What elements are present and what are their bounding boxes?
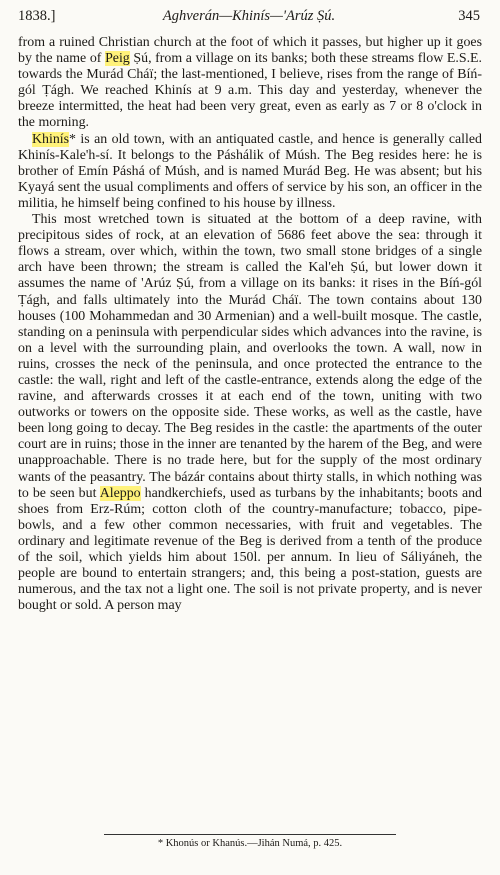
paragraph-text: handkerchiefs, used as turbans by the inhabitants; boots and shoes from Erz-Rúm; cotton cloth of the country-manufacture; tobacco, pipe-bowls, and a few other common necessaries, with fruit and vegetables. The ordinary and legitimate revenue of the Beg is derived from a tenth of the produce of the soil, which yields him about 150l. per annum. In lieu of Sáliyáneh, the people are bound to entertain strangers; and, this being a post-station, guests are numerous, and the tax not a light one. The soil is not private property, and is never bought or sold. A person may — [18, 485, 482, 614]
header-title: Aghverán—Khinís—'Arúz Ṣú. — [162, 8, 336, 24]
footnote-rule — [104, 834, 396, 835]
footnote: * Khonús or Khanús.—Jihán Numá, p. 425. — [157, 838, 343, 849]
highlighted-word-aleppo: Aleppo — [99, 485, 141, 501]
page-number: 345 — [458, 8, 480, 24]
paragraph-text: from a ruined Christian church at the foot of which it passes, but higher up it goes by the name of — [18, 35, 482, 67]
paragraph-3 — [18, 212, 482, 614]
paragraph-text: * is an old town, with an antiquated castle, and hence is generally called Khinís-Kale'h-sí. It belongs to the Páshálik of Músh. The Beg resides here: he is brother of Emín Páshá of Músh, and is named Murád Beg. He was absent; but his Kyayá sent the usual compliments and offers of service by his son, an officer in the militia, he himself being confined to his house by illness. — [18, 131, 482, 211]
running-header — [18, 8, 480, 30]
highlighted-word-peig: Peig — [105, 51, 130, 67]
paragraph-1 — [18, 35, 482, 132]
paragraph-text: Ṣú, from a village on its banks; both these streams flow E.S.E. towards the Murád Cháï; the last-mentioned, I believe, rises from the range of Bíń-gól Ṭágh. We reached Khinís at 9 a.m. This day and yesterday, whenever the breeze intermitted, the heat had been very great, even as early as 7 or 8 o'clock in the morning. — [18, 51, 483, 131]
header-year: 1838.] — [18, 8, 56, 24]
highlighted-word-khinis: Khinís — [32, 131, 70, 147]
paragraph-2 — [18, 132, 482, 212]
paragraph-text: This most wretched town is situated at the bottom of a deep ravine, with precipitous sides of rock, at an elevation of 5686 feet above the sea: through it flows a stream, over which, within the town, two small stone bridges of a single arch have been thrown; the stream is called the Kal'eh Ṣú, but lower down it assumes the name of 'Arúz Ṣú, from a village on its banks: it rises in the Bíń-gól Ṭágh, and falls ultimately into the Murád Cháï. The town contains about 130 houses (100 Mohammedan and 30 Armenian) and a well-built mosque. The castle, standing on a peninsula with perpendicular sides which advances into the ravine, is on a level with the surrounding plain, and overlooks the town. A wall, now in ruins, crosses the neck of the peninsula, and once protected the entrance to the castle: the wall, right and left of the castle-entrance, extends along the edge of the ravine, and afterwards crosses it at each end of the town, uniting with two outworks or towers on the opposite side. These works, as well as the castle, have been long going to decay. The Beg resides in the castle: the apartments of the outer court are in ruins; those in the inner are tenanted by the harem of the Beg, and were unapproachable. There is no trade here, but for the supply of the most ordinary wants of the peasantry. The bázár contains about thirty stalls, in which nothing was to be seen but — [18, 212, 482, 501]
body-text — [18, 35, 482, 614]
